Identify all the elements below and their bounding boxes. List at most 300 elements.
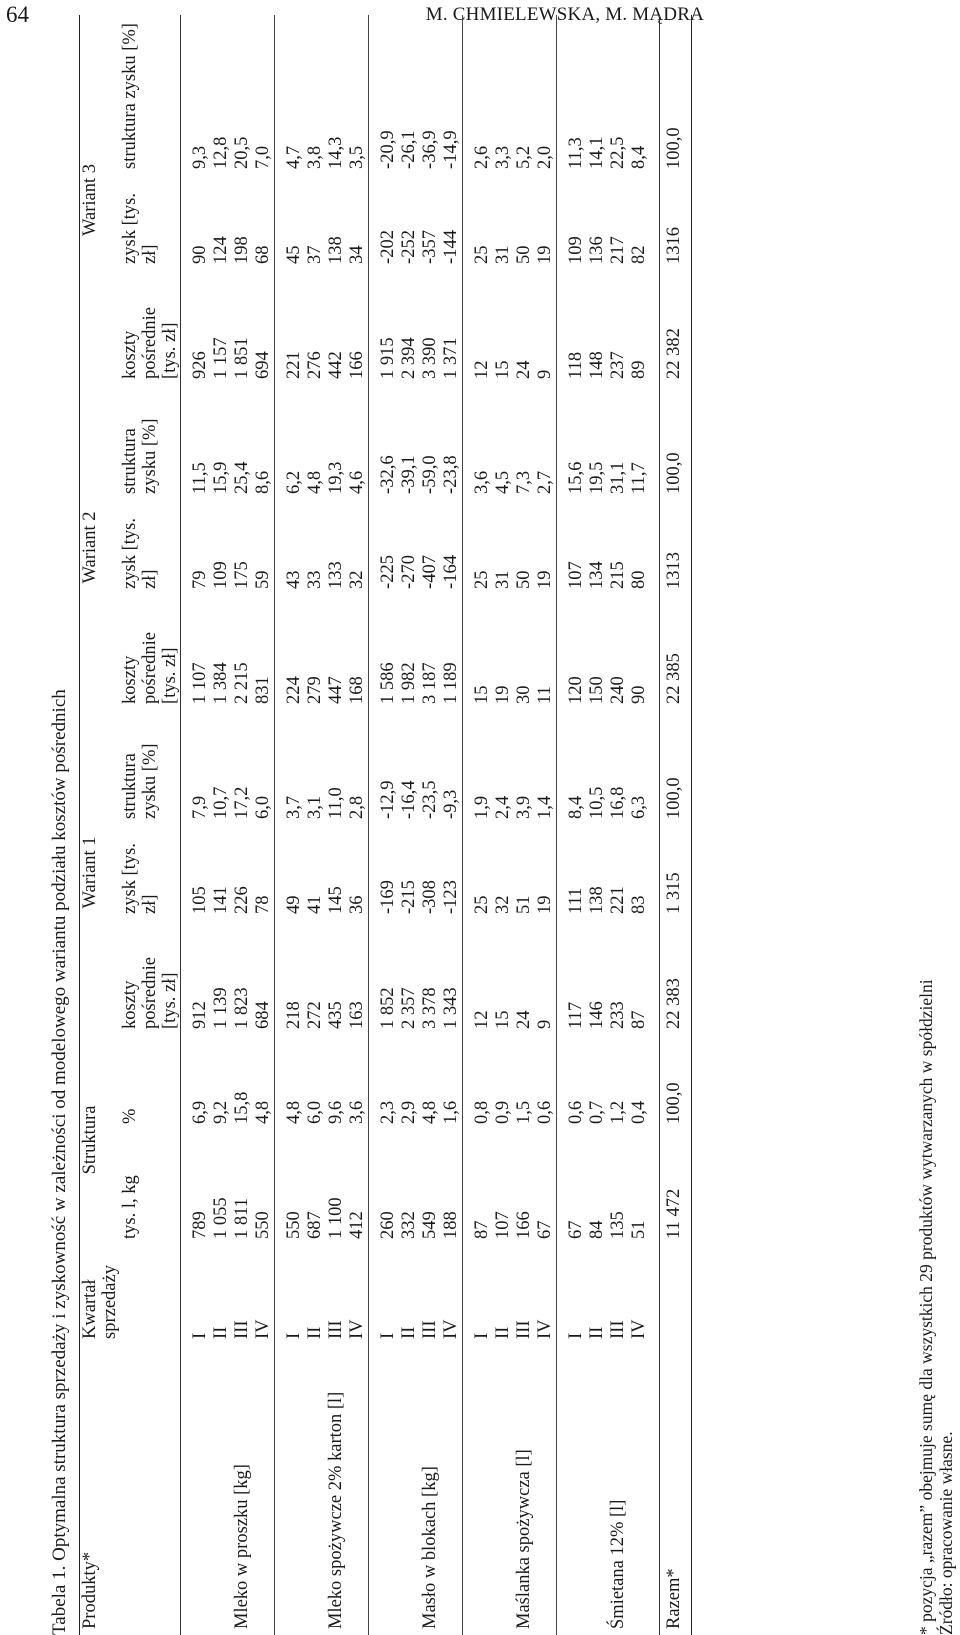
value-cell: 24 [514, 1010, 534, 1029]
value-cell: 19 [535, 570, 555, 589]
value-cell: 198 [232, 236, 252, 264]
value-cell: 8,4 [566, 795, 586, 819]
value-cell: 7,0 [253, 145, 273, 169]
value-cell: 31 [493, 570, 513, 589]
value-cell: 0,6 [535, 1100, 555, 1124]
value-cell: 20,5 [232, 136, 252, 169]
value-cell: 272 [305, 1001, 325, 1029]
page-number: 64 [6, 2, 29, 27]
value-cell: 120 [566, 676, 586, 704]
value-cell: 1 811 [232, 1198, 252, 1239]
value-cell: 67 [566, 1220, 586, 1239]
quarter-cell: I [190, 1332, 210, 1339]
product-cell-empty [629, 1345, 650, 1635]
quarter-cell: II [399, 1326, 419, 1339]
value-cell: 215 [608, 561, 628, 589]
value-cell: 0,9 [493, 1100, 513, 1124]
value-cell: 87 [472, 1220, 492, 1239]
value-cell: 12 [472, 360, 492, 379]
value-cell: -225 [378, 555, 398, 589]
value-cell: -16,4 [399, 780, 419, 819]
value-cell: 226 [232, 886, 252, 914]
col-header-percent: % [120, 1035, 181, 1130]
value-cell: 9,2 [211, 1100, 231, 1124]
value-cell: 2,0 [535, 145, 555, 169]
product-cell-empty [493, 1345, 514, 1635]
quarter-cell: III [608, 1320, 628, 1339]
value-cell: 550 [284, 1211, 304, 1239]
group-spacer [557, 15, 567, 1635]
data-table [79, 15, 692, 1635]
value-cell: 168 [347, 676, 367, 704]
total-value-cell: 100,0 [660, 710, 692, 825]
value-cell: 1 851 [232, 337, 252, 379]
value-cell: 138 [587, 886, 607, 914]
value-cell: -32,6 [378, 455, 398, 494]
product-cell-empty [535, 1345, 557, 1635]
value-cell: 0,4 [629, 1100, 649, 1124]
value-cell: 1 384 [211, 662, 231, 704]
value-cell: 1 915 [378, 337, 398, 379]
value-cell: 17,2 [232, 786, 252, 819]
value-cell: 6,3 [629, 795, 649, 819]
value-cell: 3,9 [514, 795, 534, 819]
value-cell: 166 [347, 351, 367, 379]
value-cell: 2,6 [472, 145, 492, 169]
value-cell: 12 [472, 1010, 492, 1029]
value-cell: 25 [472, 570, 492, 589]
value-cell: 51 [514, 895, 534, 914]
value-cell: 25 [472, 245, 492, 264]
value-cell: 0,6 [566, 1100, 586, 1124]
value-cell: 135 [608, 1211, 628, 1239]
value-cell: 59 [253, 570, 273, 589]
value-cell: 83 [629, 895, 649, 914]
value-cell: 11,7 [629, 462, 649, 494]
value-cell: -270 [399, 555, 419, 589]
value-cell: 912 [190, 1001, 210, 1029]
table-row [472, 15, 493, 1635]
rotated-table-block [48, 15, 960, 1635]
value-cell: 10,5 [587, 786, 607, 819]
value-cell: 31 [493, 245, 513, 264]
value-cell: -23,5 [420, 780, 440, 819]
col-header-variant-1: Wariant 1 [80, 710, 121, 1035]
value-cell: 442 [326, 351, 346, 379]
table-row [211, 15, 232, 1635]
value-cell: 8,6 [253, 470, 273, 494]
value-cell: 2,9 [399, 1100, 419, 1124]
table-row [378, 15, 399, 1635]
value-cell: 90 [190, 245, 210, 264]
value-cell: 22,5 [608, 136, 628, 169]
quarter-cell: IV [253, 1319, 273, 1339]
value-cell: 166 [514, 1211, 534, 1239]
col-header-variant-2: Wariant 2 [80, 385, 121, 710]
value-cell: 789 [190, 1211, 210, 1239]
group-spacer [650, 15, 660, 1635]
quarter-cell: IV [347, 1319, 367, 1339]
value-cell: 134 [587, 561, 607, 589]
table-row [535, 15, 557, 1635]
value-cell: 4,8 [420, 1100, 440, 1124]
value-cell: 43 [284, 570, 304, 589]
value-cell: 10,7 [211, 786, 231, 819]
group-spacer [181, 15, 191, 1635]
value-cell: 45 [284, 245, 304, 264]
product-cell-empty [284, 1345, 305, 1635]
quarter-cell: IV [629, 1319, 649, 1339]
value-cell: 50 [514, 245, 534, 264]
value-cell: 136 [587, 236, 607, 264]
product-label: Mleko spożywcze 2% karton [l] [326, 1391, 346, 1629]
value-cell: -9,3 [441, 789, 461, 819]
value-cell: 276 [305, 351, 325, 379]
value-cell: 33 [305, 570, 325, 589]
value-cell: 2,8 [347, 795, 367, 819]
value-cell: 5,2 [514, 145, 534, 169]
value-cell: 7,3 [514, 470, 534, 494]
quarter-cell: II [211, 1326, 231, 1339]
value-cell: 24 [514, 360, 534, 379]
product-label: Masło w blokach [kg] [420, 1466, 440, 1629]
total-value-cell: 22 385 [660, 595, 692, 710]
value-cell: 3,3 [493, 145, 513, 169]
value-cell: 1 823 [232, 987, 252, 1029]
product-cell-empty [472, 1345, 493, 1635]
value-cell: 32 [347, 570, 367, 589]
value-cell: 11 [535, 686, 555, 704]
value-cell: 550 [253, 1211, 273, 1239]
value-cell: 4,8 [284, 1100, 304, 1124]
table-row [347, 15, 369, 1635]
value-cell: 11,5 [190, 462, 210, 494]
value-cell: 3 187 [420, 662, 440, 704]
value-cell: 11,3 [566, 137, 586, 169]
table-row [253, 15, 275, 1635]
total-value-cell: 1 315 [660, 825, 692, 920]
table-row [420, 15, 441, 1635]
value-cell: 1 107 [190, 662, 210, 704]
table-row [566, 15, 587, 1635]
value-cell: 3,6 [347, 1100, 367, 1124]
value-cell: -215 [399, 880, 419, 914]
value-cell: 15,8 [232, 1091, 252, 1124]
table-caption: Tabela 1. Optymalna struktura sprzedaży i zyskowność w zależności od modelowego wariantu podziału kosztów pośrednich [49, 689, 70, 1635]
value-cell: 1 157 [211, 337, 231, 379]
value-cell: 19 [493, 685, 513, 704]
col-header-tys: tys. l, kg [120, 1130, 181, 1245]
value-cell: 30 [514, 685, 534, 704]
value-cell: 2 394 [399, 337, 419, 379]
value-cell: 332 [399, 1211, 419, 1239]
value-cell: 1 100 [326, 1197, 346, 1239]
value-cell: 3,1 [305, 795, 325, 819]
value-cell: 138 [326, 236, 346, 264]
product-cell-empty [305, 1345, 326, 1635]
value-cell: 36 [347, 895, 367, 914]
table-body [181, 15, 692, 1635]
value-cell: 549 [420, 1211, 440, 1239]
total-label: Razem* [660, 1345, 692, 1635]
group-spacer [463, 15, 473, 1635]
value-cell: 221 [284, 351, 304, 379]
value-cell: 107 [493, 1211, 513, 1239]
col-header-v3-struktura: struktura zysku [%] [120, 15, 181, 175]
value-cell: -20,9 [378, 130, 398, 169]
quarter-cell: III [326, 1320, 346, 1339]
col-header-v1-koszty: koszty pośrednie [tys. zł] [120, 920, 181, 1035]
value-cell: 150 [587, 676, 607, 704]
value-cell: 1 852 [378, 987, 398, 1029]
value-cell: 15,9 [211, 461, 231, 494]
value-cell: 105 [190, 886, 210, 914]
table-row [514, 15, 535, 1635]
value-cell: 78 [253, 895, 273, 914]
value-cell: 9,3 [190, 145, 210, 169]
value-cell: 0,7 [587, 1100, 607, 1124]
value-cell: 117 [566, 1001, 586, 1029]
value-cell: 926 [190, 351, 210, 379]
quarter-cell: IV [441, 1319, 461, 1339]
value-cell: 79 [190, 570, 210, 589]
value-cell: -169 [378, 880, 398, 914]
value-cell: -12,9 [378, 780, 398, 819]
table-row [190, 15, 211, 1635]
value-cell: 82 [629, 245, 649, 264]
value-cell: 2 357 [399, 987, 419, 1029]
product-cell-empty [190, 1345, 211, 1635]
product-cell-empty [378, 1345, 399, 1635]
quarter-cell: II [587, 1326, 607, 1339]
value-cell: -14,9 [441, 130, 461, 169]
value-cell: 2,7 [535, 470, 555, 494]
value-cell: 133 [326, 561, 346, 589]
value-cell: 240 [608, 676, 628, 704]
value-cell: 6,0 [305, 1100, 325, 1124]
value-cell: 4,6 [347, 470, 367, 494]
quarter-cell: I [378, 1332, 398, 1339]
value-cell: -252 [399, 230, 419, 264]
value-cell: 49 [284, 895, 304, 914]
product-cell-empty [566, 1345, 587, 1635]
value-cell: 145 [326, 886, 346, 914]
value-cell: 19,3 [326, 461, 346, 494]
value-cell: 109 [211, 561, 231, 589]
value-cell: 4,8 [305, 470, 325, 494]
total-value-cell: 22 382 [660, 270, 692, 385]
table-row [284, 15, 305, 1635]
value-cell: 1 586 [378, 662, 398, 704]
col-header-v2-koszty: koszty pośrednie [tys. zł] [120, 595, 181, 710]
value-cell: 16,8 [608, 786, 628, 819]
value-cell: 3,8 [305, 145, 325, 169]
col-header-v1-zysk: zysk [tys. zł] [120, 825, 181, 920]
col-header-variant-3: Wariant 3 [80, 15, 121, 385]
value-cell: -308 [420, 880, 440, 914]
value-cell: 260 [378, 1211, 398, 1239]
table-row [441, 15, 463, 1635]
col-header-v1-struktura: struktura zysku [%] [120, 710, 181, 825]
quarter-cell: I [284, 1332, 304, 1339]
product-label: Mleko w proszku [kg] [232, 1464, 252, 1629]
value-cell: 694 [253, 351, 273, 379]
value-cell: -26,1 [399, 130, 419, 169]
value-cell: 8,4 [629, 145, 649, 169]
quarter-cell: II [305, 1326, 325, 1339]
value-cell: 188 [441, 1211, 461, 1239]
value-cell: 41 [305, 895, 325, 914]
value-cell: 1 343 [441, 987, 461, 1029]
product-cell-empty [587, 1345, 608, 1635]
value-cell: 279 [305, 676, 325, 704]
value-cell: 1 189 [441, 662, 461, 704]
product-label: Śmietana 12% [l] [608, 1499, 628, 1629]
table-row [305, 15, 326, 1635]
table-row [326, 15, 347, 1635]
value-cell: 9,6 [326, 1100, 346, 1124]
value-cell: 7,9 [190, 795, 210, 819]
value-cell: 37 [305, 245, 325, 264]
product-cell-empty [441, 1345, 463, 1635]
total-value-cell [660, 1245, 692, 1345]
total-value-cell: 100,0 [660, 385, 692, 500]
value-cell: 1 982 [399, 662, 419, 704]
value-cell: 233 [608, 1001, 628, 1029]
value-cell: 19 [535, 245, 555, 264]
value-cell: 4,7 [284, 145, 304, 169]
value-cell: -407 [420, 555, 440, 589]
value-cell: 124 [211, 236, 231, 264]
value-cell: 111 [566, 887, 586, 914]
table-row [629, 15, 650, 1635]
value-cell: 237 [608, 351, 628, 379]
quarter-cell: I [566, 1332, 586, 1339]
group-spacer [275, 15, 285, 1635]
value-cell: 1,2 [608, 1100, 628, 1124]
value-cell: 1 055 [211, 1197, 231, 1239]
product-label: Maślanka spożywcza [l] [514, 1449, 534, 1629]
value-cell: 1,6 [441, 1100, 461, 1124]
value-cell: 3,6 [472, 470, 492, 494]
table-row [493, 15, 514, 1635]
value-cell: 3,7 [284, 795, 304, 819]
value-cell: 89 [629, 360, 649, 379]
col-header-v3-koszty: koszty pośrednie [tys. zł] [120, 270, 181, 385]
value-cell: 19,5 [587, 461, 607, 494]
value-cell: 6,2 [284, 470, 304, 494]
value-cell: 175 [232, 561, 252, 589]
value-cell: 3,5 [347, 145, 367, 169]
value-cell: 50 [514, 570, 534, 589]
value-cell: 218 [284, 1001, 304, 1029]
table-row [587, 15, 608, 1635]
value-cell: 14,1 [587, 136, 607, 169]
value-cell: 1 371 [441, 337, 461, 379]
footnote: * pozycja „razem” obejmuje sumę dla wszystkich 29 produktów wytwarzanych w spółdzielni [916, 979, 936, 1635]
quarter-cell: III [420, 1320, 440, 1339]
group-spacer [369, 15, 379, 1635]
value-cell: 148 [587, 351, 607, 379]
value-cell: 435 [326, 1001, 346, 1029]
value-cell: 19 [535, 895, 555, 914]
col-header-structure: Struktura [80, 1035, 121, 1245]
value-cell: 9 [535, 1019, 555, 1029]
value-cell: 15 [493, 360, 513, 379]
product-cell-empty [399, 1345, 420, 1635]
value-cell: 141 [211, 886, 231, 914]
value-cell: 51 [629, 1220, 649, 1239]
value-cell: 146 [587, 1001, 607, 1029]
total-value-cell: 100,0 [660, 15, 692, 175]
table-notes [916, 15, 956, 1635]
value-cell: 217 [608, 236, 628, 264]
value-cell: -357 [420, 230, 440, 264]
value-cell: 687 [305, 1211, 325, 1239]
value-cell: 67 [535, 1220, 555, 1239]
value-cell: 87 [629, 1010, 649, 1029]
total-value-cell: 22 383 [660, 920, 692, 1035]
value-cell: -202 [378, 230, 398, 264]
value-cell: 1,4 [535, 795, 555, 819]
running-head-authors: M. CHMIELEWSKA, M. MĄDRA [425, 4, 704, 25]
value-cell: 11,0 [326, 787, 346, 819]
value-cell: 90 [629, 685, 649, 704]
total-value-cell: 1316 [660, 175, 692, 270]
col-header-quarter: Kwartał sprzedaży [80, 1245, 121, 1345]
value-cell: 2,4 [493, 795, 513, 819]
value-cell: 1 139 [211, 987, 231, 1029]
value-cell: 84 [587, 1220, 607, 1239]
product-cell-empty [253, 1345, 275, 1635]
value-cell: 118 [566, 351, 586, 379]
value-cell: 6,0 [253, 795, 273, 819]
value-cell: -59,0 [420, 455, 440, 494]
total-value-cell: 100,0 [660, 1035, 692, 1130]
value-cell: 4,5 [493, 470, 513, 494]
table-row [399, 15, 420, 1635]
value-cell: 109 [566, 236, 586, 264]
table-row [608, 15, 629, 1635]
value-cell: 15,6 [566, 461, 586, 494]
value-cell: -144 [441, 230, 461, 264]
quarter-cell: II [493, 1326, 513, 1339]
value-cell: 2 215 [232, 662, 252, 704]
value-cell: 34 [347, 245, 367, 264]
value-cell: 9 [535, 369, 555, 379]
col-header-v2-struktura: struktura zysku [%] [120, 385, 181, 500]
value-cell: 0,8 [472, 1100, 492, 1124]
value-cell: 412 [347, 1211, 367, 1239]
value-cell: 221 [608, 886, 628, 914]
value-cell: -123 [441, 880, 461, 914]
value-cell: -164 [441, 555, 461, 589]
col-header-products: Produkty* [80, 1345, 121, 1635]
product-cell-empty [211, 1345, 232, 1635]
value-cell: -23,8 [441, 455, 461, 494]
value-cell: 1,5 [514, 1100, 534, 1124]
quarter-cell: I [472, 1332, 492, 1339]
col-header-v2-zysk: zysk [tys. zł] [120, 500, 181, 595]
value-cell: -36,9 [420, 130, 440, 169]
quarter-cell: III [232, 1320, 252, 1339]
value-cell: 6,9 [190, 1100, 210, 1124]
value-cell: 68 [253, 245, 273, 264]
product-cell-empty [347, 1345, 369, 1635]
total-value-cell: 11 472 [660, 1130, 692, 1245]
value-cell: 25 [472, 895, 492, 914]
value-cell: 447 [326, 676, 346, 704]
